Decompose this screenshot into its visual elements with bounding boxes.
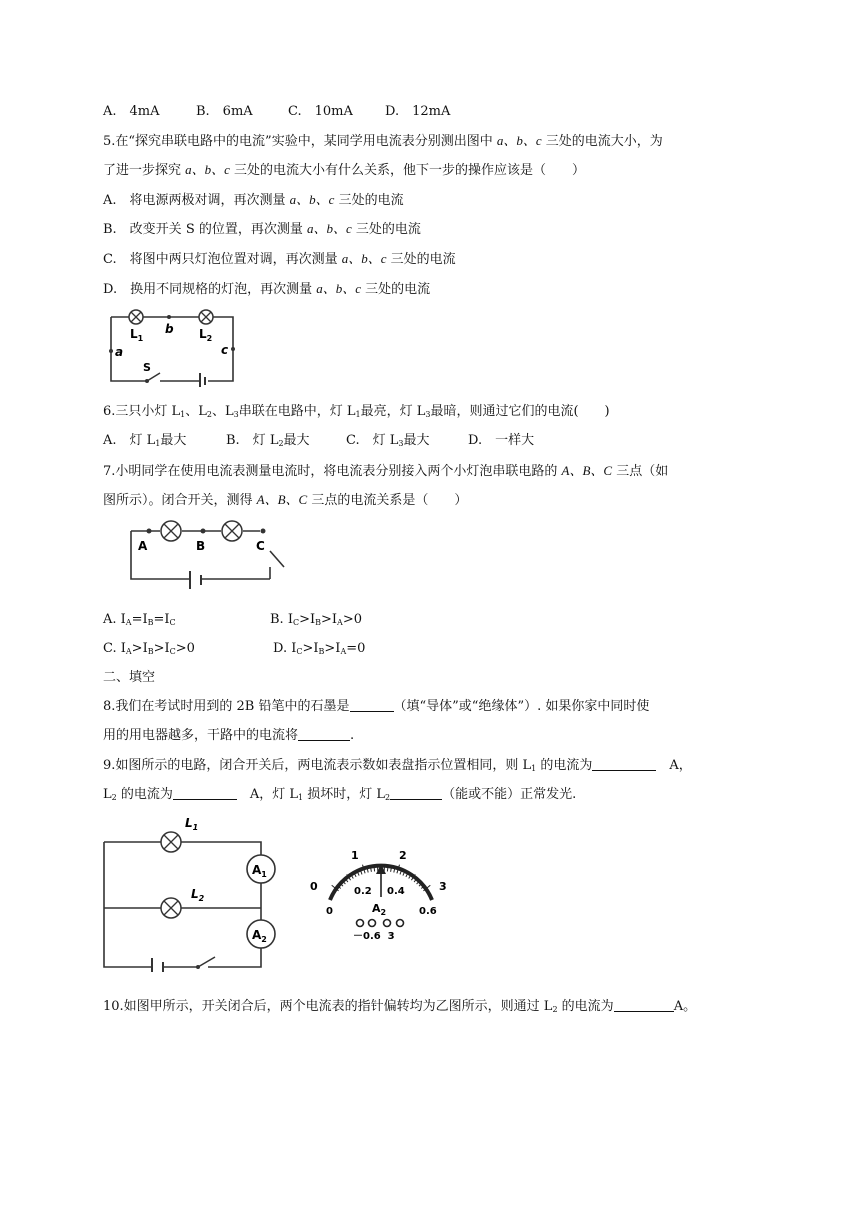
q9-blank-3[interactable] <box>390 787 442 800</box>
q6-option-b: B. 灯 $L_2$最大 <box>226 433 310 448</box>
q9-lamp-l2 <box>161 898 181 918</box>
q5-label-c: c <box>221 343 229 357</box>
dial-top-0: 0 <box>310 880 318 893</box>
q7-stem-line1: 7.小明同学在使用电流表测量电流时，将电流表分别接入两个小灯泡串联电路的 A、B、C 三点（如 <box>103 463 669 479</box>
q9-blank-1[interactable] <box>592 758 656 771</box>
q6-option-a: A. 灯 $L_1$最大 <box>103 433 187 448</box>
q8-blank-1[interactable] <box>350 699 394 712</box>
dial-terminal-labels: －0.6 3 <box>353 931 395 942</box>
q7-option-b: B. $I_C>I_B>I_A>0$ <box>270 612 362 627</box>
q7-label-c: C <box>256 539 265 553</box>
q8-blank-2[interactable] <box>298 728 350 741</box>
q5-battery <box>200 373 205 387</box>
q7-lamp-1 <box>161 521 181 541</box>
dial-bottom-0-4: 0.4 <box>387 886 405 897</box>
q10-line1: 10.如图甲所示，开关闭合后，两个电流表的指针偏转均为乙图所示，则通过 $L_2$ 的电流为 A。 <box>103 999 697 1014</box>
q7-options-row1 <box>103 611 362 632</box>
q6-option-d: D. 一样大 <box>468 433 535 448</box>
q9-lamp-l1 <box>161 832 181 852</box>
q5-option-c: C. 将图中两只灯泡位置对调，再次测量 a、b、c 三处的电流 <box>103 251 456 267</box>
q7-option-d: D. $I_C>I_B>I_A=0$ <box>273 641 366 656</box>
q5-stem-line2: 了进一步探究 a、b、c 三处的电流大小有什么关系，他下一步的操作应该是（ ） <box>103 162 586 178</box>
q5-option-a: A. 将电源两极对调，再次测量 a、b、c 三处的电流 <box>103 192 404 208</box>
q4-option-d: D. 12mA <box>385 104 451 119</box>
q4-option-a: A. 4mA <box>103 104 160 119</box>
q5-stem-line1: 5.在“探究串联电路中的电流”实验中，某同学用电流表分别测出图中 a、b、c 三处的电流大小，为 <box>103 133 663 149</box>
q7-label-a: A <box>138 539 148 553</box>
q7-circuit-diagram <box>128 517 288 599</box>
dial-bottom-0: 0 <box>326 906 333 917</box>
q5-lamp-l1 <box>129 310 143 324</box>
q7-label-b: B <box>196 539 206 553</box>
dial-top-3: 3 <box>439 880 447 893</box>
q9-ammeter-a2 <box>247 920 275 948</box>
svg-text:A1: $A_1$ <box>252 863 267 879</box>
dial-top-2: 2 <box>399 849 407 862</box>
q6-stem: 6.三只小灯 $L_1$、$L_2$、$L_3$串联在电路中，灯 $L_1$最亮，灯 $L_3$最暗，则通过它们的电流( ) <box>103 404 610 419</box>
dial-top-1: 1 <box>351 849 359 862</box>
q9-label-l2: $L_2$ <box>191 887 205 903</box>
q6-option-c: C. 灯 $L_3$最大 <box>346 433 430 448</box>
q4-options <box>103 103 450 121</box>
q7-options-row2 <box>103 640 365 661</box>
q9-ammeter-dial <box>306 842 456 942</box>
section-title: 二、填空 <box>103 670 156 685</box>
q9-ammeter-a1 <box>247 855 275 883</box>
q4-option-c: C. 10mA <box>288 104 353 119</box>
q9-line1: 9.如图所示的电路，闭合开关后，两电流表示数如表盘指示位置相同，则 $L_1$ 的电流为 A， <box>103 758 692 773</box>
q5-switch <box>145 373 160 383</box>
q7-option-c: C. $I_A>I_B>I_C>0$ <box>103 641 195 656</box>
dial-meter-name: $A_2$ <box>372 902 387 917</box>
q7-lamp-2 <box>222 521 242 541</box>
q8-line2: 用的用电器越多，干路中的电流将 . <box>103 728 355 743</box>
dial-tick <box>387 866 388 871</box>
q5-lamp-l2 <box>199 310 213 324</box>
dial-tick <box>374 866 375 871</box>
q9-line2: $L_2$ 的电流为 A，灯 $L_1$ 损坏时，灯 $L_2$ （能或不能）正常发光. <box>103 787 577 802</box>
dial-bottom-0-2: 0.2 <box>354 886 372 897</box>
q7-option-a: A. $I_A=I_B=I_C$ <box>103 612 176 627</box>
q5-circuit-diagram <box>105 305 240 387</box>
q9-blank-2[interactable] <box>173 787 237 800</box>
q9-label-l1: $L_1$ <box>185 816 199 832</box>
q10-blank-1[interactable] <box>614 999 674 1012</box>
q9-circuit-diagram <box>101 812 281 972</box>
q5-label-b: b <box>165 322 174 336</box>
dial-terminals <box>357 920 404 927</box>
q6-options <box>103 432 534 453</box>
q8-line1: 8.我们在考试时用到的 2B 铅笔中的石墨是 （填“导体”或“绝缘体”）. 如果你家中同时使 <box>103 699 650 714</box>
q7-stem-line2: 图所示）。闭合开关，测得 A、B、C 三点的电流关系是（ ） <box>103 492 468 508</box>
q5-option-b: B. 改变开关 S 的位置，再次测量 a、b、c 三处的电流 <box>103 221 421 237</box>
q9-battery <box>152 958 163 972</box>
dial-bottom-0-6: 0.6 <box>419 906 437 917</box>
q5-label-s: S <box>143 361 151 374</box>
q5-label-l2: $L_2$ <box>199 327 213 343</box>
q7-battery <box>190 571 201 589</box>
q5-label-l1: $L_1$ <box>130 327 144 343</box>
svg-text:A2: $A_2$ <box>252 928 267 944</box>
q4-option-b: B. 6mA <box>196 104 253 119</box>
q5-option-d: D. 换用不同规格的灯泡，再次测量 a、b、c 三处的电流 <box>103 281 431 297</box>
q5-label-a: a <box>115 345 124 359</box>
